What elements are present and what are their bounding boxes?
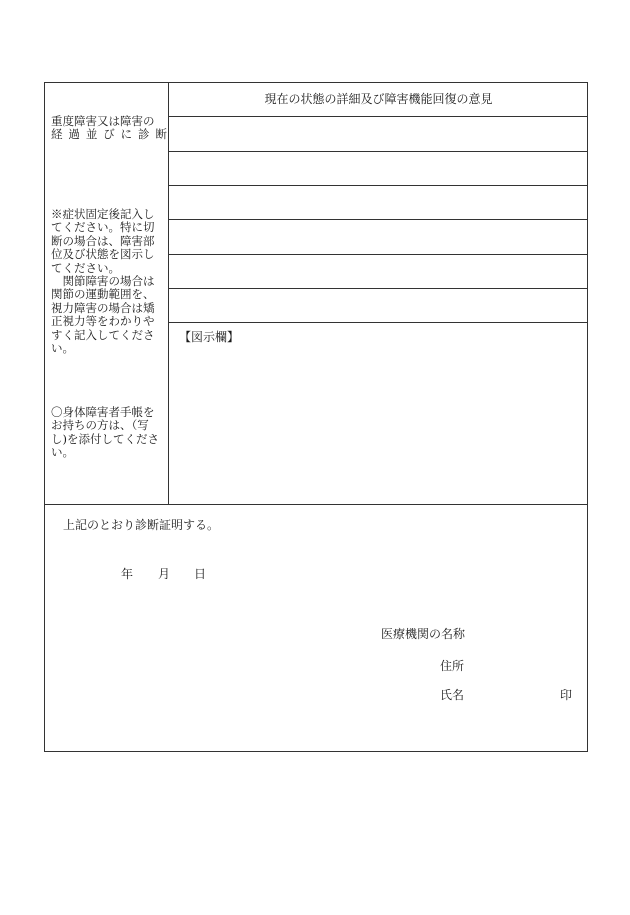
opinion-header: 現在の状態の詳細及び障害機能回復の意見: [264, 92, 493, 106]
opinion-line-3[interactable]: [170, 186, 587, 218]
note-line: い。: [51, 445, 74, 460]
address-label: 住所: [440, 659, 465, 673]
opinion-line-4[interactable]: [170, 220, 587, 253]
handbook-note: [51, 406, 167, 460]
heading-char: 並: [85, 127, 98, 142]
symptom-note: [51, 208, 167, 355]
seal-label: 印: [560, 688, 573, 702]
note-line: 〇身体障害者手帳を: [51, 405, 155, 419]
institution-name-label: 医療機関の名称: [381, 627, 466, 641]
heading-char: 経: [51, 127, 63, 142]
heading-char: び: [103, 127, 115, 142]
certification-statement: 上記のとおり診断証明する。: [63, 518, 220, 532]
section-divider: [45, 504, 587, 505]
heading-line-1: 重度障害又は障害の: [51, 114, 155, 128]
note-line: 視力障害の場合は矯: [51, 300, 155, 315]
note-line: すく記入してくださ: [51, 327, 155, 342]
opinion-line-5[interactable]: [170, 255, 587, 287]
note-line: い。: [51, 341, 74, 356]
date-month-label: 月: [158, 567, 171, 581]
note-line: 関節障害の場合は: [51, 274, 155, 289]
date-day-label: 日: [194, 567, 207, 581]
heading-char: 断: [155, 127, 167, 142]
date-year-label: 年: [121, 567, 134, 581]
opinion-line-2[interactable]: [170, 152, 587, 184]
opinion-line-6[interactable]: [170, 289, 587, 321]
diagnosis-heading: [51, 115, 167, 142]
medical-certificate-form: [44, 82, 588, 752]
heading-char: 診: [138, 127, 150, 142]
note-line: 断の場合は、障害部: [51, 233, 155, 248]
note-line: てください。: [51, 260, 120, 275]
note-line: ※症状固定後記入し: [51, 207, 155, 221]
heading-char: 過: [68, 127, 80, 142]
note-line: お持ちの方は、（写: [51, 418, 149, 433]
note-line: し)を添付してくださ: [51, 431, 159, 446]
note-line: 正視力等をわかりや: [51, 314, 155, 329]
doctor-name-label: 氏名: [440, 688, 465, 702]
note-line: てください。特に切: [51, 220, 155, 235]
row-divider: [169, 322, 587, 323]
note-line: 関節の運動範囲を、: [51, 287, 155, 302]
opinion-line-1[interactable]: [170, 117, 587, 150]
diagram-area[interactable]: [170, 345, 587, 503]
heading-line-2: [51, 128, 167, 141]
note-line: 位及び状態を図示し: [51, 247, 155, 262]
diagram-label: 【図示欄】: [179, 330, 240, 344]
heading-char: に: [120, 127, 133, 142]
